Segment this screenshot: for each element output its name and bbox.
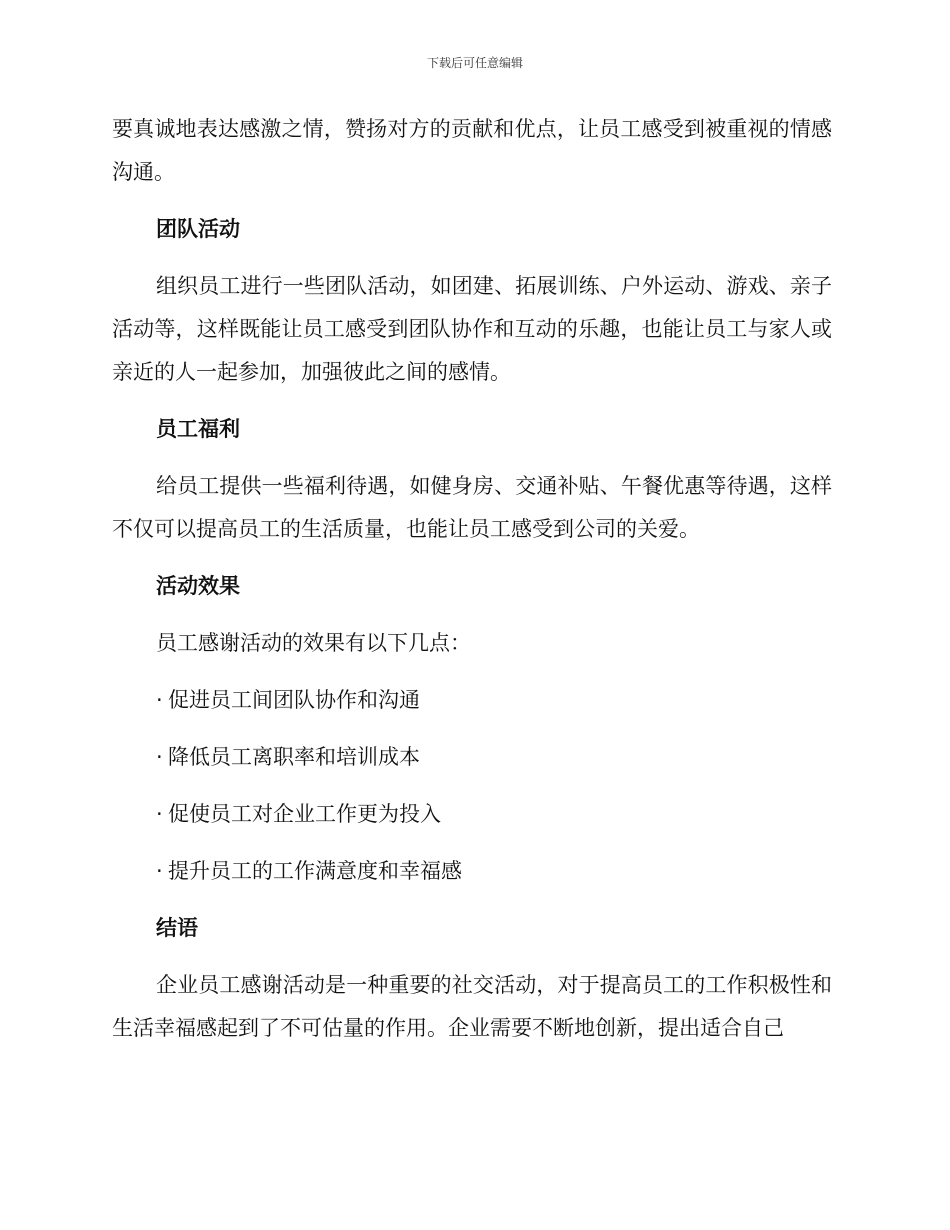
section-heading-effects: 活动效果 (156, 574, 240, 598)
list-item-text: 提升员工的工作满意度和幸福感 (168, 859, 462, 883)
intro-continuation-paragraph: 要真诚地表达感激之情，赞扬对方的贡献和优点，让员工感受到被重视的情感沟通。 (112, 117, 832, 184)
document-body (112, 108, 832, 1064)
bullet-mark: · (156, 688, 163, 712)
list-item-text: 促进员工间团队协作和沟通 (168, 688, 420, 712)
bullet-mark: · (156, 802, 163, 826)
list-item-text: 降低员工离职率和培训成本 (168, 745, 420, 769)
employee-benefits-paragraph: 给员工提供一些福利待遇，如健身房、交通补贴、午餐优惠等待遇，这样不仅可以提高员工的生活质量，也能让员工感受到公司的关爱。 (112, 474, 832, 541)
conclusion-paragraph: 企业员工感谢活动是一种重要的社交活动，对于提高员工的工作积极性和生活幸福感起到了不可估量的作用。企业需要不断地创新，提出适合自己 (112, 973, 832, 1040)
effects-intro-paragraph: 员工感谢活动的效果有以下几点： (156, 631, 471, 655)
bullet-mark: · (156, 745, 163, 769)
bullet-mark: · (156, 859, 163, 883)
page-header-note: 下载后可任意编辑 (426, 56, 523, 70)
section-heading-benefits: 员工福利 (156, 417, 240, 441)
list-item (112, 736, 832, 779)
list-item (112, 679, 832, 722)
section-heading-team: 团队活动 (156, 217, 240, 241)
list-item (112, 793, 832, 836)
list-item (112, 850, 832, 893)
list-item-text: 促使员工对企业工作更为投入 (168, 802, 441, 826)
section-heading-conclusion: 结语 (156, 916, 198, 940)
team-activities-paragraph: 组织员工进行一些团队活动，如团建、拓展训练、户外运动、游戏、亲子活动等，这样既能让员工感受到团队协作和互动的乐趣，也能让员工与家人或亲近的人一起参加，加强彼此之间的感情。 (112, 274, 832, 384)
